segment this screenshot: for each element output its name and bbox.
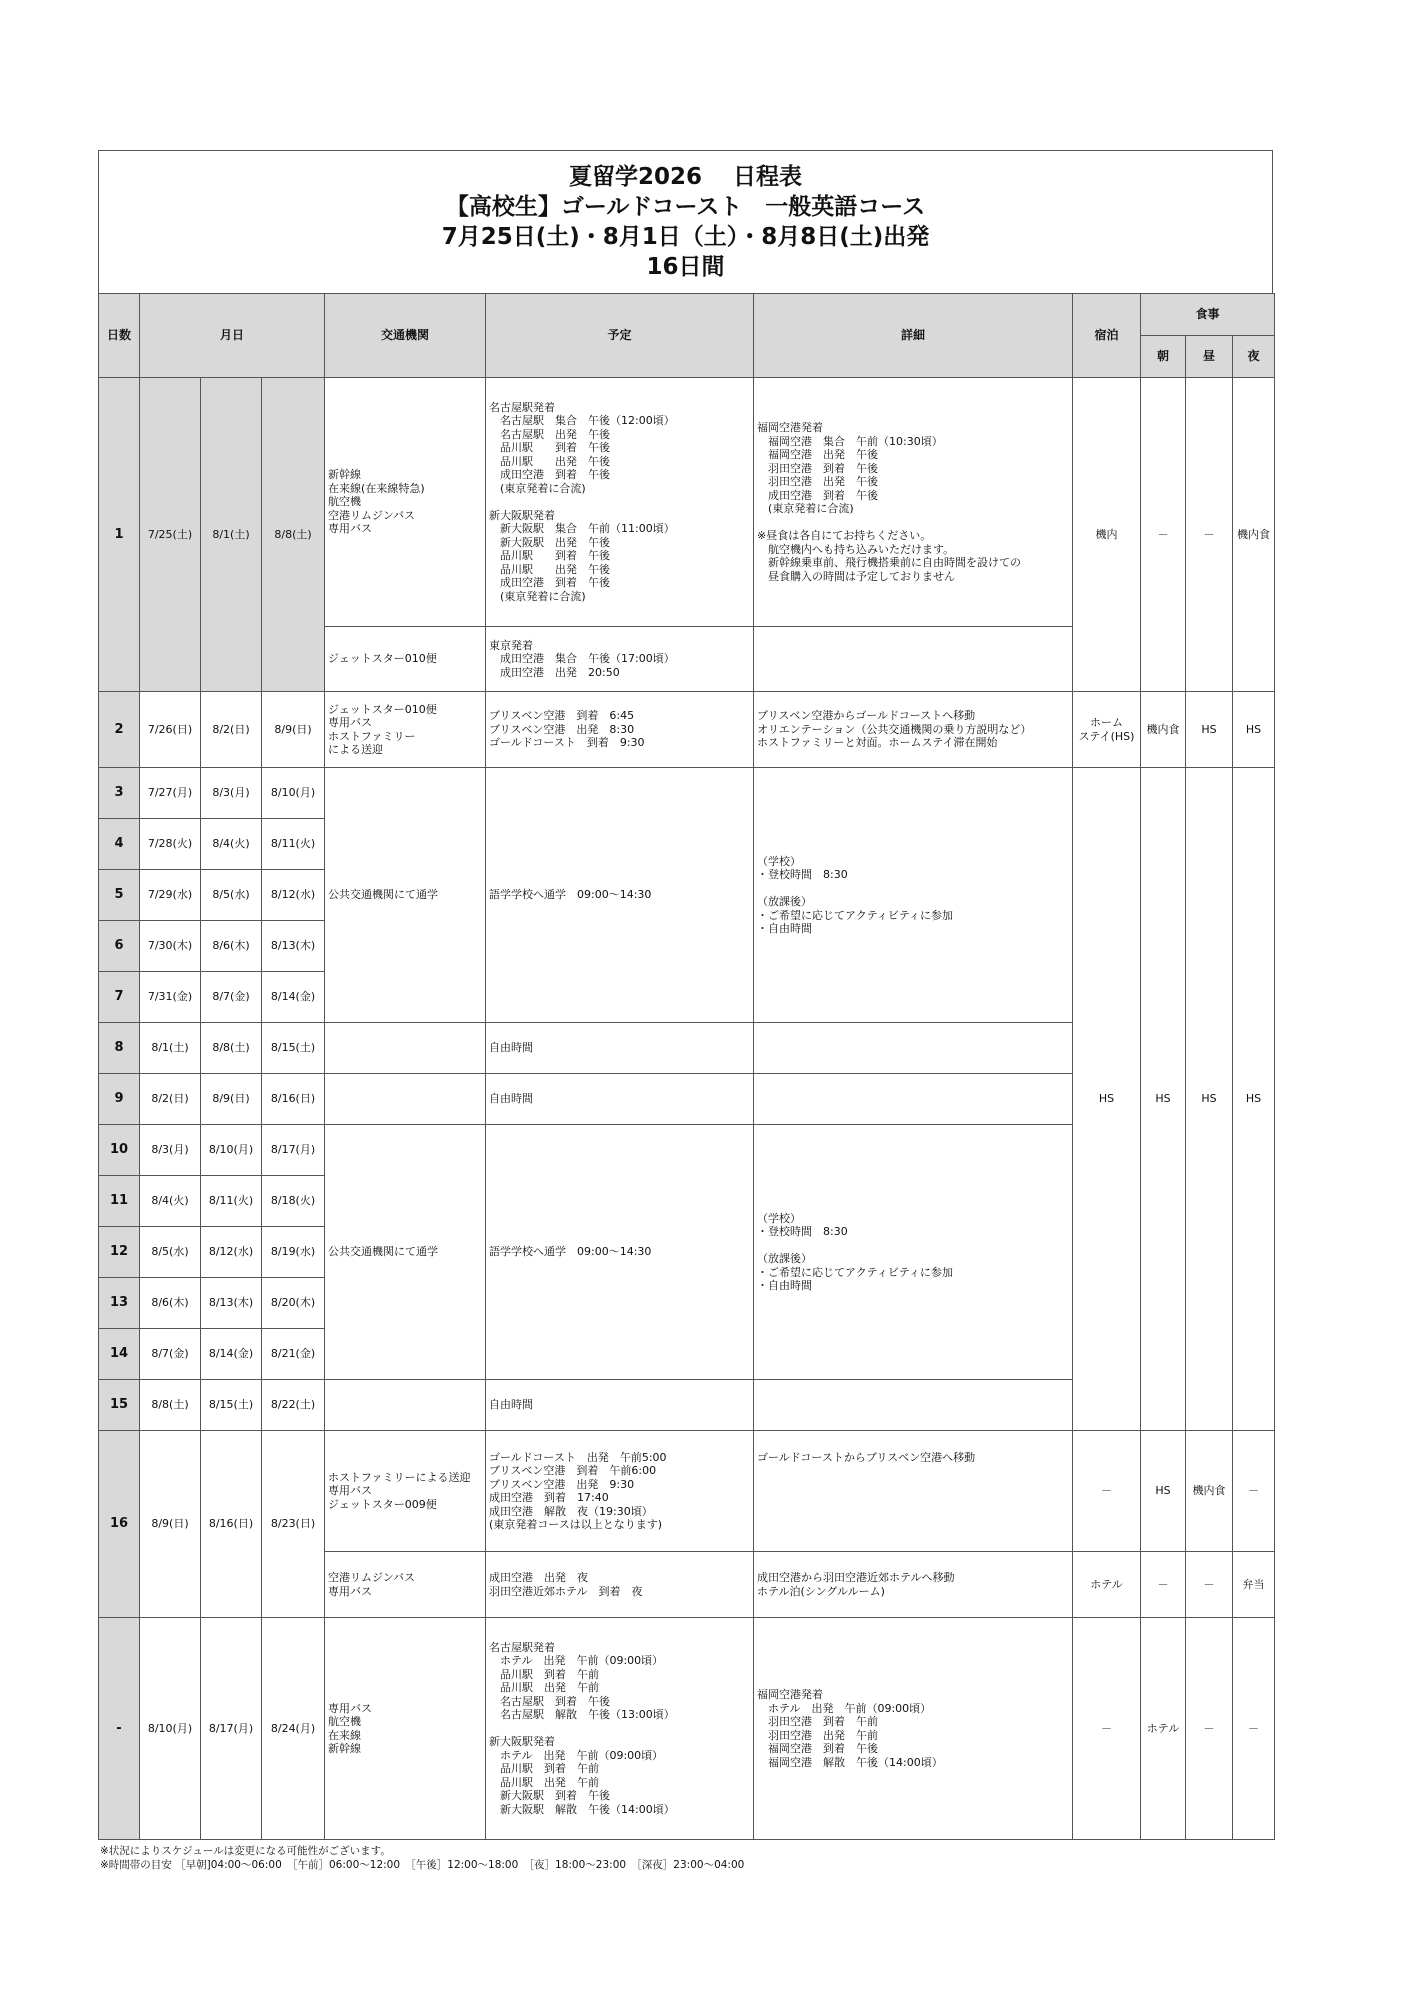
dinner-cell: 弁当: [1233, 1552, 1275, 1618]
date-cell: 7/26(日): [140, 692, 201, 768]
date-cell: 8/7(金): [140, 1329, 201, 1380]
header-day: 日数: [99, 294, 140, 378]
breakfast-cell: －: [1141, 1552, 1186, 1618]
stay-cell: ホテル: [1073, 1552, 1141, 1618]
detail-cell: [754, 1074, 1073, 1125]
schedule-sheet: [98, 150, 1273, 1840]
date-cell: 8/3(月): [201, 768, 262, 819]
date-cell: 8/9(日): [262, 692, 325, 768]
day-number: 6: [99, 921, 140, 972]
detail-cell: ブリスベン空港からゴールドコーストへ移動 オリエンテーション（公共交通機関の乗り方説明など） ホストファミリーと対面。ホームステイ滞在開始: [754, 692, 1073, 768]
header-lunch: 昼: [1186, 336, 1233, 378]
date-cell: 8/12(水): [262, 870, 325, 921]
header-plan: 予定: [486, 294, 754, 378]
date-cell: 8/17(月): [201, 1618, 262, 1840]
transport-cell: ジェットスター010便: [325, 627, 486, 692]
date-cell: 8/10(月): [140, 1618, 201, 1840]
date-cell: 8/15(土): [201, 1380, 262, 1431]
transport-cell: [325, 1074, 486, 1125]
stay-cell: －: [1073, 1618, 1141, 1840]
date-cell: 8/8(土): [140, 1380, 201, 1431]
detail-cell: （学校） ・登校時間 8:30 （放課後） ・ご希望に応じてアクティビティに参加 ・自由時間: [754, 768, 1073, 1023]
date-cell: 8/5(水): [140, 1227, 201, 1278]
plan-cell: 自由時間: [486, 1380, 754, 1431]
date-cell: 8/3(月): [140, 1125, 201, 1176]
date-cell: 8/11(火): [262, 819, 325, 870]
plan-cell: ブリスベン空港 到着 6:45 ブリスベン空港 出発 8:30 ゴールドコースト 到着 9:30: [486, 692, 754, 768]
date-cell: 8/4(火): [140, 1176, 201, 1227]
lunch-cell: HS: [1186, 692, 1233, 768]
detail-cell: （学校） ・登校時間 8:30 （放課後） ・ご希望に応じてアクティビティに参加 ・自由時間: [754, 1125, 1073, 1380]
day-number: 2: [99, 692, 140, 768]
plan-cell: 東京発着 成田空港 集合 午後（17:00頃） 成田空港 出発 20:50: [486, 627, 754, 692]
day-number: 15: [99, 1380, 140, 1431]
plan-cell: 自由時間: [486, 1074, 754, 1125]
transport-cell: 新幹線 在来線(在来線特急) 航空機 空港リムジンバス 専用バス: [325, 378, 486, 627]
plan-cell: 語学学校へ通学 09:00～14:30: [486, 768, 754, 1023]
date-cell: 8/14(金): [201, 1329, 262, 1380]
date-cell: 8/8(土): [262, 378, 325, 692]
date-cell: 8/4(火): [201, 819, 262, 870]
date-cell: 7/29(水): [140, 870, 201, 921]
footnotes: [100, 1844, 744, 1872]
dinner-cell: 機内食: [1233, 378, 1275, 692]
date-cell: 8/16(日): [201, 1431, 262, 1618]
transport-cell: 空港リムジンバス 専用バス: [325, 1552, 486, 1618]
detail-cell: ゴールドコーストからブリスベン空港へ移動: [754, 1431, 1073, 1552]
day-number: 10: [99, 1125, 140, 1176]
date-cell: 8/1(土): [140, 1023, 201, 1074]
date-cell: 8/9(日): [201, 1074, 262, 1125]
day-number: 8: [99, 1023, 140, 1074]
lunch-cell: －: [1186, 378, 1233, 692]
title-line-4: 16日間: [646, 254, 725, 280]
day-number: 14: [99, 1329, 140, 1380]
table-row: [99, 692, 1275, 768]
transport-cell: [325, 1023, 486, 1074]
day-number: -: [99, 1618, 140, 1840]
stay-cell: ホーム ステイ(HS): [1073, 692, 1141, 768]
transport-cell: 公共交通機関にて通学: [325, 1125, 486, 1380]
dinner-cell: －: [1233, 1618, 1275, 1840]
footnote-line: ※時間帯の目安 ［早朝]04:00～06:00 ［午前］06:00～12:00 ［午後］12:00～18:00 ［夜］18:00～23:00 ［深夜］23:00～04:00: [100, 1859, 745, 1871]
schedule-table: [98, 293, 1275, 1840]
plan-cell: 語学学校へ通学 09:00～14:30: [486, 1125, 754, 1380]
date-cell: 8/11(火): [201, 1176, 262, 1227]
header-transport: 交通機関: [325, 294, 486, 378]
table-row: [99, 1618, 1275, 1840]
date-cell: 8/15(土): [262, 1023, 325, 1074]
transport-cell: ジェットスター010便 専用バス ホストファミリー による送迎: [325, 692, 486, 768]
date-cell: 7/25(土): [140, 378, 201, 692]
lunch-cell: HS: [1186, 768, 1233, 1431]
table-row: [99, 1431, 1275, 1552]
detail-cell: [754, 1380, 1073, 1431]
date-cell: 8/16(日): [262, 1074, 325, 1125]
date-cell: 7/31(金): [140, 972, 201, 1023]
date-cell: 8/22(土): [262, 1380, 325, 1431]
header-dinner: 夜: [1233, 336, 1275, 378]
title-line-2: 【高校生】ゴールドコースト 一般英語コース: [445, 194, 926, 220]
dinner-cell: －: [1233, 1431, 1275, 1552]
transport-cell: [325, 1380, 486, 1431]
breakfast-cell: 機内食: [1141, 692, 1186, 768]
title-line-1: 夏留学2026 日程表: [568, 164, 803, 190]
date-cell: 8/6(木): [201, 921, 262, 972]
day-number: 5: [99, 870, 140, 921]
day-number: 13: [99, 1278, 140, 1329]
date-cell: 8/18(火): [262, 1176, 325, 1227]
plan-cell: 名古屋駅発着 名古屋駅 集合 午後（12:00頃） 名古屋駅 出発 午後 品川駅 到着 午後 品川駅 出発 午後 成田空港 到着 午後 (東京発着に合流) 新大阪駅発着 新大阪駅 集合 午前（11:00頃） 新大阪駅 出発 午後 品川駅 到着 午後 品川駅 出発 午後 成田空港 到着 午後 (東京発着に合流): [486, 378, 754, 627]
plan-cell: 名古屋駅発着 ホテル 出発 午前（09:00頃） 品川駅 到着 午前 品川駅 出発 午前 名古屋駅 到着 午後 名古屋駅 解散 午後（13:00頃） 新大阪駅発着 ホテル 出発 午前（09:00頃） 品川駅 到着 午前 品川駅 出発 午前 新大阪駅 到着 午後 新大阪駅 解散 午後（14:00頃）: [486, 1618, 754, 1840]
plan-cell: 成田空港 出発 夜 羽田空港近郊ホテル 到着 夜: [486, 1552, 754, 1618]
date-cell: 8/23(日): [262, 1431, 325, 1618]
day-number: 3: [99, 768, 140, 819]
date-cell: 8/24(月): [262, 1618, 325, 1840]
day-number: 7: [99, 972, 140, 1023]
title-line-3: 7月25日(土)・8月1日（土）・8月8日(土)出発: [441, 224, 930, 250]
date-cell: 7/27(月): [140, 768, 201, 819]
date-cell: 8/2(日): [140, 1074, 201, 1125]
footnote-line: ※状況によりスケジュールは変更になる可能性がございます。: [100, 1845, 391, 1857]
day-number: 12: [99, 1227, 140, 1278]
table-row: [99, 378, 1275, 627]
date-cell: 8/2(日): [201, 692, 262, 768]
stay-cell: 機内: [1073, 378, 1141, 692]
dinner-cell: HS: [1233, 768, 1275, 1431]
header-stay: 宿泊: [1073, 294, 1141, 378]
date-cell: 8/13(木): [201, 1278, 262, 1329]
lunch-cell: －: [1186, 1552, 1233, 1618]
table-row: [99, 768, 1275, 819]
date-cell: 8/13(木): [262, 921, 325, 972]
header-date: 月日: [140, 294, 325, 378]
transport-cell: 専用バス 航空機 在来線 新幹線: [325, 1618, 486, 1840]
date-cell: 8/1(土): [201, 378, 262, 692]
detail-cell: 福岡空港発着 福岡空港 集合 午前（10:30頃） 福岡空港 出発 午後 羽田空港 到着 午後 羽田空港 出発 午後 成田空港 到着 午後 (東京発着に合流) ※昼食は各自にてお持ちください。 航空機内へも持ち込みいただけます。 新幹線乗車前、飛行機搭乗前に自由時間を設けての 昼食購入の時間は予定しておりません: [754, 378, 1073, 627]
date-cell: 7/28(火): [140, 819, 201, 870]
day-number: 16: [99, 1431, 140, 1618]
date-cell: 7/30(木): [140, 921, 201, 972]
detail-cell: 福岡空港発着 ホテル 出発 午前（09:00頃） 羽田空港 到着 午前 羽田空港 出発 午前 福岡空港 到着 午後 福岡空港 解散 午後（14:00頃）: [754, 1618, 1073, 1840]
title-block: [98, 150, 1273, 293]
transport-cell: 公共交通機関にて通学: [325, 768, 486, 1023]
date-cell: 8/9(日): [140, 1431, 201, 1618]
day-number: 9: [99, 1074, 140, 1125]
header-breakfast: 朝: [1141, 336, 1186, 378]
lunch-cell: 機内食: [1186, 1431, 1233, 1552]
date-cell: 8/19(水): [262, 1227, 325, 1278]
header-detail: 詳細: [754, 294, 1073, 378]
day-number: 11: [99, 1176, 140, 1227]
breakfast-cell: －: [1141, 378, 1186, 692]
detail-cell: 成田空港から羽田空港近郊ホテルへ移動 ホテル泊(シングルルーム): [754, 1552, 1073, 1618]
date-cell: 8/10(月): [262, 768, 325, 819]
breakfast-cell: HS: [1141, 1431, 1186, 1552]
date-cell: 8/21(金): [262, 1329, 325, 1380]
breakfast-cell: ホテル: [1141, 1618, 1186, 1840]
day-number: 1: [99, 378, 140, 692]
date-cell: 8/7(金): [201, 972, 262, 1023]
date-cell: 8/20(木): [262, 1278, 325, 1329]
plan-cell: ゴールドコースト 出発 午前5:00 ブリスベン空港 到着 午前6:00 ブリスベン空港 出発 9:30 成田空港 到着 17:40 成田空港 解散 夜（19:30頃） (東京発着コースは以上となります): [486, 1431, 754, 1552]
stay-cell: －: [1073, 1431, 1141, 1552]
detail-cell: [754, 627, 1073, 692]
breakfast-cell: HS: [1141, 768, 1186, 1431]
header-row-1: [99, 294, 1275, 336]
dinner-cell: HS: [1233, 692, 1275, 768]
detail-cell: [754, 1023, 1073, 1074]
day-number: 4: [99, 819, 140, 870]
date-cell: 8/12(水): [201, 1227, 262, 1278]
date-cell: 8/8(土): [201, 1023, 262, 1074]
header-meals: 食事: [1141, 294, 1275, 336]
date-cell: 8/17(月): [262, 1125, 325, 1176]
stay-cell: HS: [1073, 768, 1141, 1431]
plan-cell: 自由時間: [486, 1023, 754, 1074]
date-cell: 8/5(水): [201, 870, 262, 921]
transport-cell: ホストファミリーによる送迎 専用バス ジェットスター009便: [325, 1431, 486, 1552]
lunch-cell: －: [1186, 1618, 1233, 1840]
date-cell: 8/14(金): [262, 972, 325, 1023]
date-cell: 8/10(月): [201, 1125, 262, 1176]
date-cell: 8/6(木): [140, 1278, 201, 1329]
